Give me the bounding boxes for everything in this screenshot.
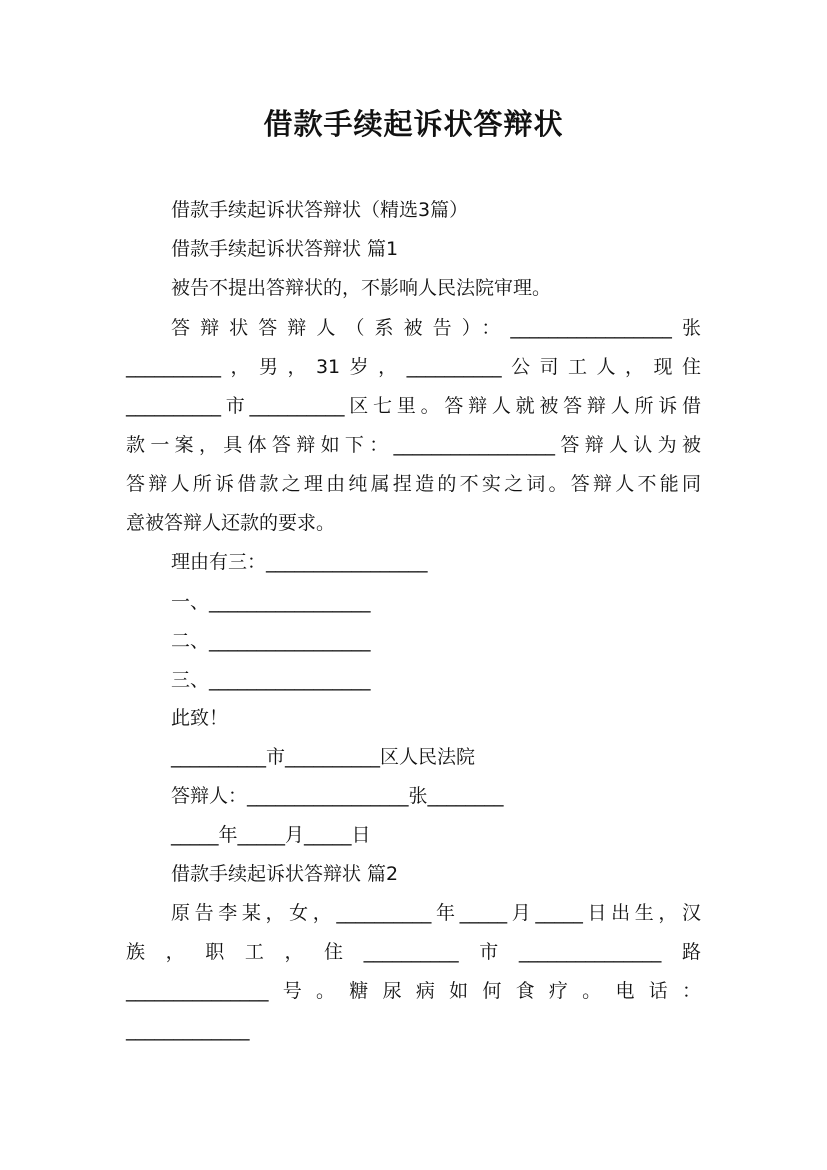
reason-heading: 理由有三：_________________ — [171, 551, 428, 573]
reason-item-2: 二、_________________ — [171, 630, 371, 652]
document-title: 借款手续起诉状答辩状 — [263, 107, 564, 141]
paragraph-line: __________，男，31岁，__________公司工人，现住 — [126, 356, 701, 378]
reason-item-1: 一、_________________ — [171, 591, 371, 613]
section-heading-2: 借款手续起诉状答辩状 篇2 — [171, 863, 399, 885]
section-heading-1: 借款手续起诉状答辩状 篇1 — [171, 238, 399, 260]
paragraph-line: _______________号。糖尿病如何食疗。电话： — [126, 980, 701, 1002]
closing-line: 此致！ — [171, 707, 229, 729]
paragraph-line: 族，职工，住__________市_______________路 — [126, 941, 701, 963]
respondent-line: 答辩人：_________________张________ — [171, 785, 504, 807]
paragraph-line: 被告不提出答辩状的，不影响人民法院审理。 — [171, 277, 552, 299]
paragraph-line: 款一案，具体答辩如下：_________________答辩人认为被 — [126, 434, 701, 456]
document-subtitle: 借款手续起诉状答辩状（精选3篇） — [171, 199, 469, 221]
court-line: __________市__________区人民法院 — [171, 746, 476, 768]
paragraph-line: 答辩人所诉借款之理由纯属捏造的不实之词。答辩人不能同 — [126, 473, 701, 495]
paragraph-line: 意被答辩人还款的要求。 — [126, 512, 336, 534]
paragraph-line: __________市__________区七里。答辩人就被答辩人所诉借 — [126, 395, 701, 417]
paragraph-line: 答辩状答辩人（系被告）：_________________张 — [171, 317, 701, 339]
paragraph-line: 原告李某，女，__________年_____月_____日出生，汉 — [171, 902, 701, 924]
date-line: _____年_____月_____日 — [171, 824, 371, 846]
reason-item-3: 三、_________________ — [171, 669, 371, 691]
paragraph-line: _____________ — [126, 1019, 250, 1041]
